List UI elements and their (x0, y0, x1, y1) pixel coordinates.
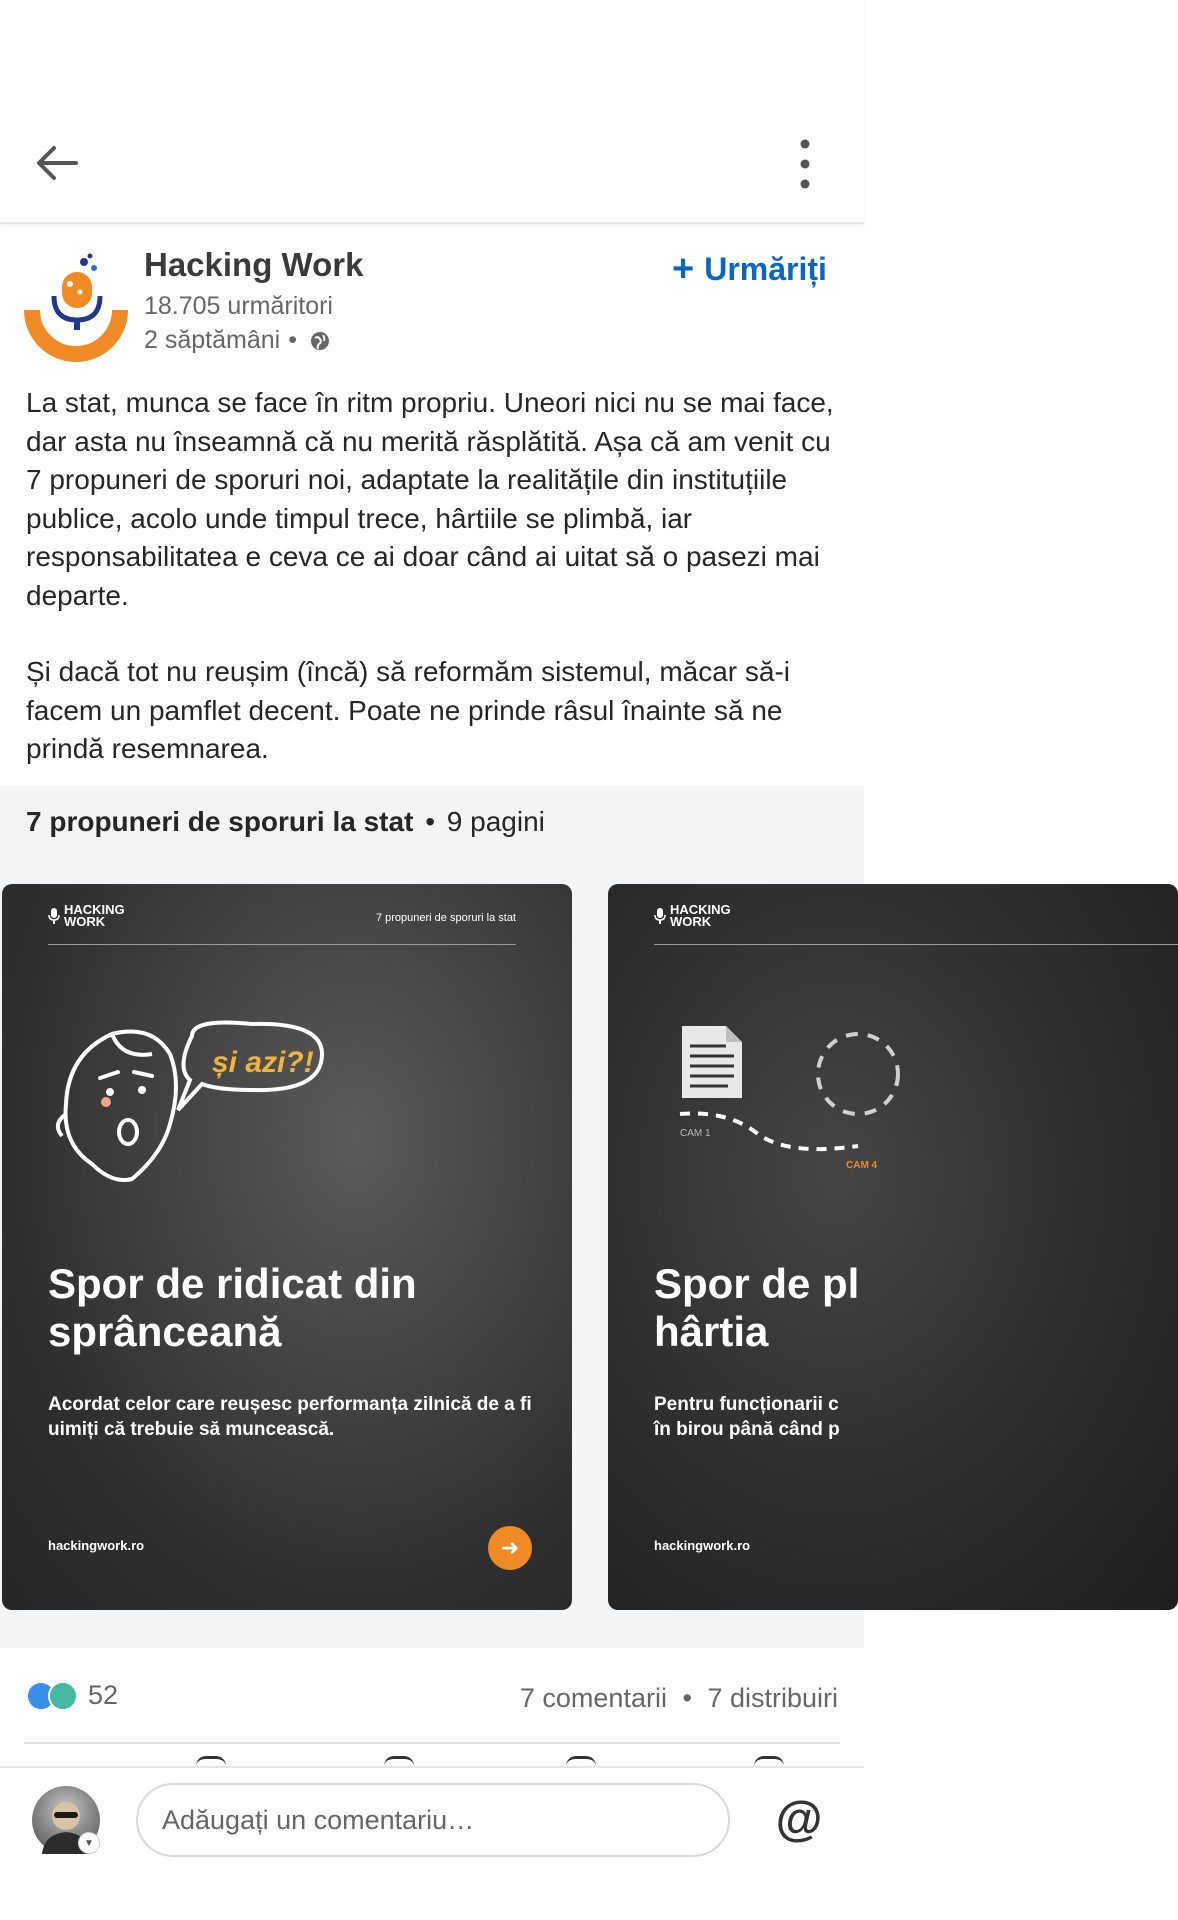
reactions-summary[interactable] (26, 1680, 118, 1711)
plus-icon: + (672, 248, 695, 290)
document-slide-2[interactable] (608, 884, 1178, 1610)
back-arrow-icon[interactable] (28, 134, 86, 192)
cam1-label: CAM 1 (680, 1128, 711, 1139)
document-pages: 9 pagini (446, 806, 545, 837)
globe-icon (309, 330, 331, 352)
send-action-icon[interactable] (754, 1756, 784, 1766)
repost-action-icon[interactable] (566, 1756, 596, 1766)
more-options-icon[interactable] (784, 138, 826, 190)
slide-description: Acordat celor care reușesc performanța zilnică de a fi uimiți că trebuie să muncească. (48, 1394, 532, 1440)
document-slide-1[interactable] (2, 884, 572, 1610)
slide-logo-text: HACKING WORK (670, 902, 731, 929)
slide-logo-text: HACKING WORK (64, 902, 125, 929)
speech-bubble-text: și azi?! (212, 1046, 314, 1079)
comment-action-icon[interactable] (384, 1756, 414, 1766)
document-title-line[interactable] (26, 806, 545, 838)
logo-mic-icon (654, 908, 666, 924)
social-counts (520, 1683, 838, 1714)
next-slide-button[interactable] (488, 1526, 532, 1570)
follow-label: Urmăriți (704, 250, 827, 287)
chevron-down-icon[interactable]: ▼ (78, 1832, 100, 1854)
document-title: 7 propuneri de sporuri la stat (26, 806, 414, 837)
post-paragraph: La stat, munca se face în ritm propriu. Uneori nici nu se mai face, dar asta nu înseamnă că nu merită răsplătită. Așa că am venit cu 7 propuneri de sporuri noi, adaptate la realitățile din instituțiile publice, acolo unde timpul trece, hârtiile se plimbă, iar responsabilitatea e ceva ce ai doar când ai uitat să o pasezi mai departe. (26, 387, 834, 611)
post-paragraph: Și dacă tot nu reușim (încă) să reformăm sistemul, măcar să-i facem un pamflet decent. Poate ne prinde râsul înainte să ne prindă resemnarea. (26, 656, 791, 764)
author-logo[interactable] (24, 252, 128, 356)
cam4-label: CAM 4 (846, 1160, 878, 1171)
mention-button[interactable]: @ (775, 1793, 823, 1846)
logo-mic-icon (48, 908, 60, 924)
slide-description-line-2: în birou până când p (654, 1419, 840, 1440)
arrow-right-icon: ➜ (500, 1535, 520, 1560)
slide-divider (48, 944, 516, 945)
slide-url: hackingwork.ro (48, 1538, 145, 1553)
post-time-separator: • (288, 326, 297, 354)
document-separator: • (425, 806, 435, 837)
reactions-count: 52 (88, 1680, 119, 1710)
paper-trail-drawing (668, 1014, 888, 1194)
social-separator: • (682, 1683, 692, 1713)
top-app-bar (0, 0, 864, 224)
shares-count[interactable]: 7 distribuiri (707, 1683, 838, 1713)
slide-logo (48, 902, 125, 929)
slide-heading-line-1: Spor de pl (654, 1260, 860, 1307)
author-followers: 18.705 urmăritori (144, 292, 333, 320)
post-time-label: 2 săptămâni (144, 326, 281, 354)
slide-logo (654, 902, 731, 929)
divider (24, 1742, 840, 1744)
follow-button[interactable] (672, 250, 827, 288)
post-body (26, 384, 846, 769)
slide-description-line-1: Pentru funcționarii c (654, 1394, 839, 1415)
like-action-icon[interactable] (196, 1756, 226, 1766)
slide-description (654, 1392, 1144, 1442)
slide-header: 7 propuneri de sporuri la stat (375, 912, 516, 924)
surprised-face-drawing (52, 1014, 372, 1194)
post-time (144, 326, 331, 355)
comments-count[interactable]: 7 comentarii (519, 1683, 667, 1713)
slide-heading-line-2: hârtia (654, 1308, 769, 1355)
reaction-icons (26, 1681, 78, 1711)
author-name[interactable]: Hacking Work (144, 246, 364, 283)
slide-divider (654, 944, 1178, 945)
comment-input[interactable] (136, 1783, 730, 1857)
slide-heading: Spor de ridicat din sprânceană (48, 1260, 417, 1355)
slide-url: hackingwork.ro (654, 1538, 751, 1553)
slide-heading (654, 1260, 1154, 1356)
funny-reaction-icon (48, 1681, 78, 1711)
